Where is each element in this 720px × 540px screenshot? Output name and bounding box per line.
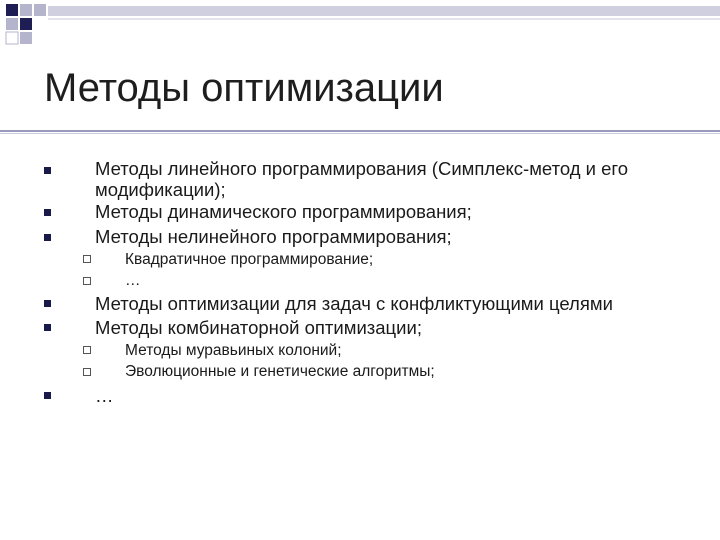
checkbox-bullet-icon — [83, 368, 91, 376]
list-item: Методы динамического программирования; — [95, 201, 472, 222]
bullet-icon — [44, 300, 51, 307]
bullet-icon — [44, 392, 51, 399]
list-item: Методы комбинаторной оптимизации; — [95, 317, 422, 338]
sub-list-item: … — [125, 272, 141, 289]
checkbox-bullet-icon — [83, 346, 91, 354]
checkbox-bullet-icon — [83, 255, 91, 263]
bullet-icon — [44, 167, 51, 174]
list-item: … — [95, 385, 114, 406]
checkbox-bullet-icon — [83, 277, 91, 285]
sub-list-item: Квадратичное программирование; — [125, 251, 374, 268]
bullet-icon — [44, 324, 51, 331]
list-item: Методы линейного программирования (Симплекс-метод и его модификации); — [95, 158, 629, 200]
slide-title: Методы оптимизации — [44, 66, 444, 110]
sub-list-item: Методы муравьиных колоний; — [125, 342, 342, 359]
bullet-icon — [44, 209, 51, 216]
sub-list-item: Эволюционные и генетические алгоритмы; — [125, 363, 435, 380]
list-item: Методы нелинейного программирования; — [95, 226, 452, 247]
bullet-icon — [44, 234, 51, 241]
list-item: Методы оптимизации для задач с конфликтующими целями — [95, 293, 613, 314]
